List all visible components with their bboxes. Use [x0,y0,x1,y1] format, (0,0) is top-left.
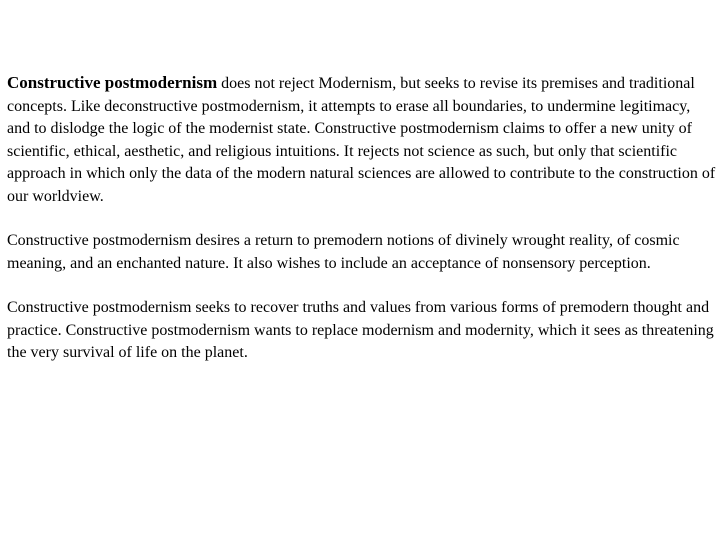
paragraph-3 [7,297,717,365]
paragraph-2 [7,230,717,275]
text-body [7,72,717,387]
paragraph-3-text: Constructive postmodernism seeks to recover truths and values from various forms of premodern thought and practice. Constructive postmodernism wants to replace modernism and modernity, which it sees as threatening the very survival of life on the planet. [7,299,714,361]
paragraph-1-text: does not reject Modernism, but seeks to revise its premises and traditional concepts. Like deconstructive postmodernism, it attempts to erase all boundaries, to undermine legitimacy, and to dislodge the logic of the modernist state. Constructive postmodernism claims to offer a new unity of scientific, ethical, aesthetic, and religious intuitions. It rejects not science as such, but only that scientific approach in which only the data of the modern natural sciences are allowed to contribute to the construction of our worldview. [7,75,716,205]
paragraph-2-text: Constructive postmodernism desires a return to premodern notions of divinely wrought reality, of cosmic meaning, and an enchanted nature. It also wishes to include an acceptance of nonsensory perception. [7,232,680,272]
paragraph-1 [7,72,717,208]
paragraph-1-lead: Constructive postmodernism [7,73,218,92]
